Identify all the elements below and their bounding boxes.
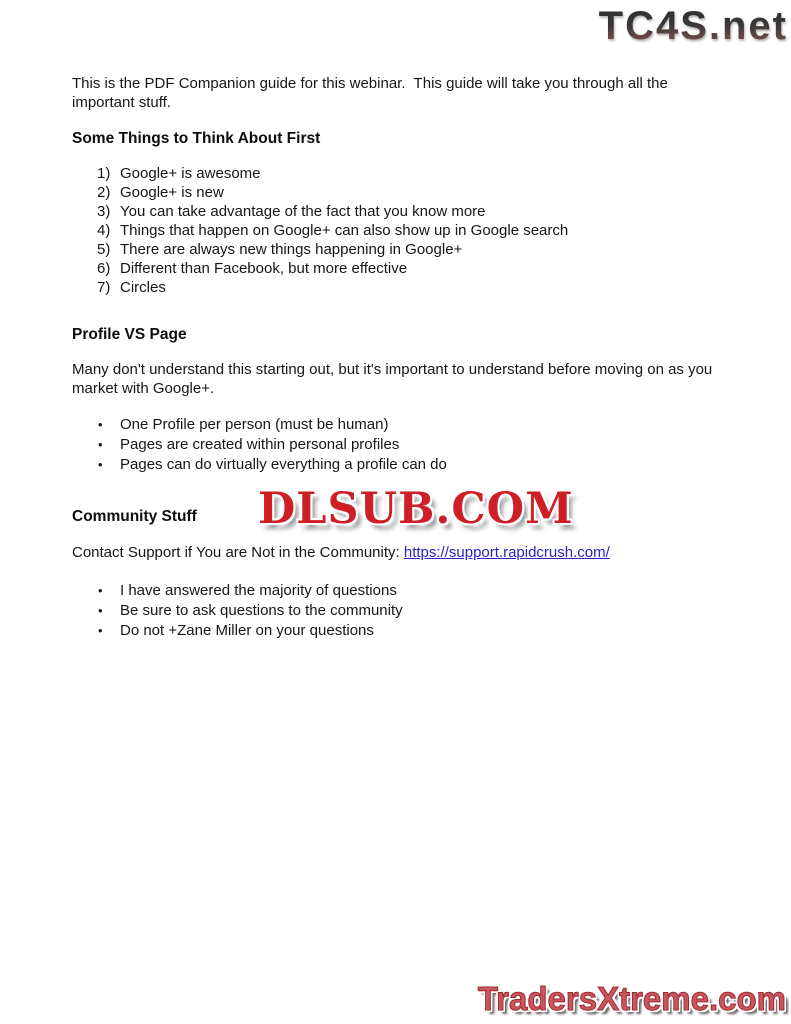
- list-text: I have answered the majority of questions: [120, 582, 397, 599]
- list-item: [98, 621, 717, 641]
- list-text: Google+ is new: [120, 184, 224, 201]
- list-number: 1): [97, 165, 111, 182]
- list-number: 5): [97, 241, 111, 258]
- list-number: 7): [97, 279, 111, 296]
- list-text: Things that happen on Google+ can also show up in Google search: [120, 222, 569, 239]
- list-item: [97, 221, 717, 240]
- list-text: Pages are created within personal profiles: [120, 436, 400, 453]
- list-item: [98, 415, 717, 435]
- intro-paragraph: This is the PDF Companion guide for this webinar. This guide will take you through all the important stuff.: [72, 75, 673, 111]
- bullet-list-profile: [72, 415, 717, 475]
- list-number: 4): [97, 222, 111, 239]
- list-text: Circles: [120, 279, 166, 296]
- contact-label: Contact Support if You are Not in the Community:: [72, 544, 404, 561]
- heading-community-stuff: Community Stuff: [72, 508, 197, 525]
- contact-support-line: [72, 543, 717, 562]
- list-item: [98, 601, 717, 621]
- profile-paragraph: Many don't understand this starting out, but it's important to understand before moving on as you market with Google+.: [72, 361, 717, 397]
- list-text: Google+ is awesome: [120, 165, 261, 182]
- bullet-icon: •: [98, 437, 103, 452]
- list-item: [97, 164, 717, 183]
- numbered-list-think-first: [72, 164, 717, 297]
- list-item: [98, 435, 717, 455]
- list-text: Different than Facebook, but more effective: [120, 260, 408, 277]
- list-item: [97, 259, 717, 278]
- list-item: [97, 240, 717, 259]
- heading-profile-vs-page: Profile VS Page: [72, 326, 187, 343]
- list-item: [98, 581, 717, 601]
- bullet-icon: •: [98, 623, 103, 638]
- list-text: You can take advantage of the fact that you know more: [120, 203, 486, 220]
- list-number: 2): [97, 184, 111, 201]
- list-number: 3): [97, 203, 111, 220]
- list-item: [97, 202, 717, 221]
- support-link[interactable]: https://support.rapidcrush.com/: [403, 544, 610, 561]
- tc4s-header-logo: TC4S.net: [598, 4, 788, 48]
- list-text: Pages can do virtually everything a profile can do: [120, 456, 447, 473]
- bullet-list-community: [72, 581, 717, 641]
- list-item: [97, 183, 717, 202]
- bullet-icon: •: [98, 583, 103, 598]
- bullet-icon: •: [98, 603, 103, 618]
- list-text: Be sure to ask questions to the community: [120, 602, 403, 619]
- bullet-icon: •: [98, 457, 103, 472]
- heading-think-first: Some Things to Think About First: [72, 130, 321, 147]
- list-text: There are always new things happening in Google+: [120, 241, 463, 258]
- list-item: [97, 278, 717, 297]
- tradersxtreme-footer-logo: TradersXtreme.com: [477, 980, 786, 1017]
- dlsub-watermark: DLSUB.COM: [258, 484, 574, 534]
- list-text: Do not +Zane Miller on your questions: [120, 622, 374, 639]
- document-content: [72, 74, 717, 641]
- list-text: One Profile per person (must be human): [120, 416, 389, 433]
- bullet-icon: •: [98, 417, 103, 432]
- list-item: [98, 455, 717, 475]
- list-number: 6): [97, 260, 111, 277]
